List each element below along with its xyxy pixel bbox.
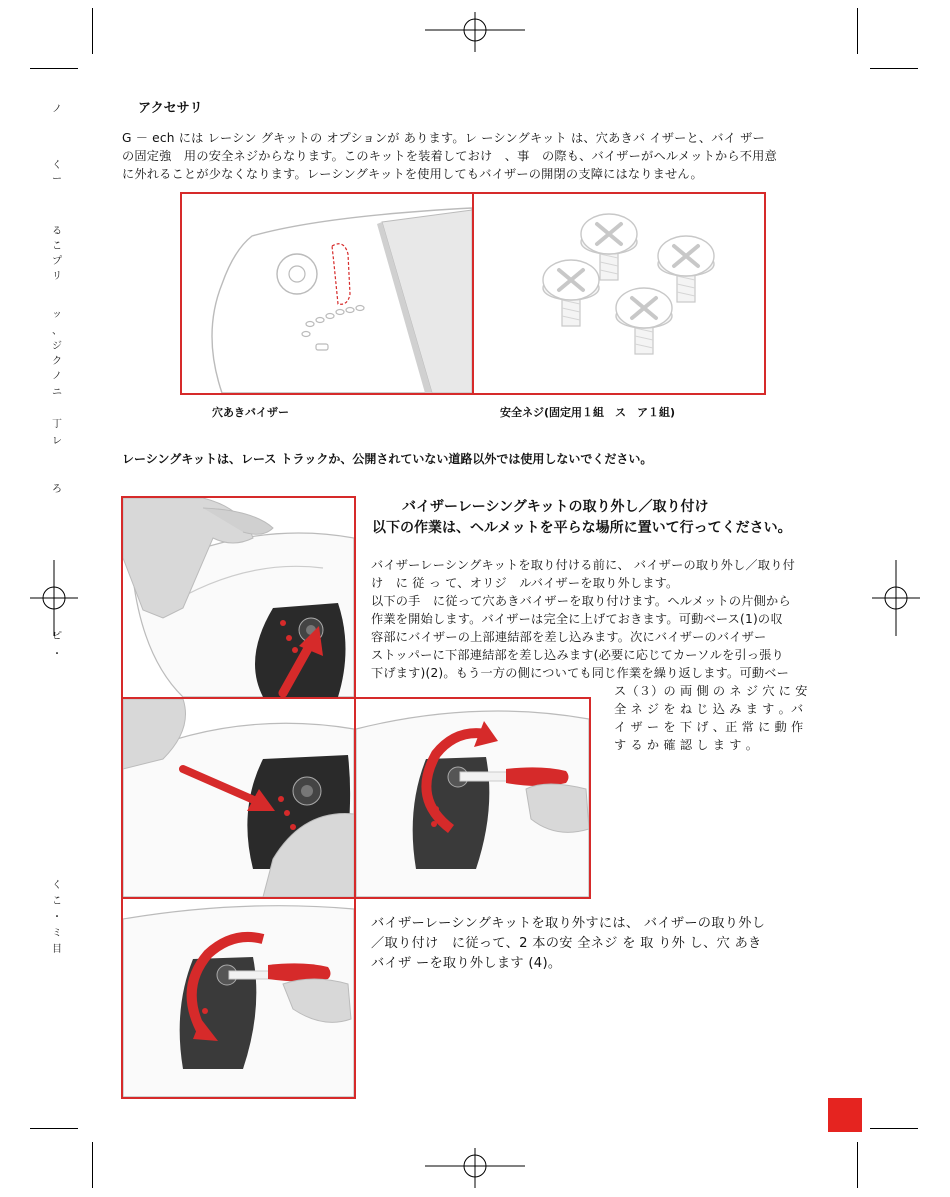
install-line: 容部にバイザーの上部連結部を差し込みます。次にバイザーのバイザー <box>371 630 767 644</box>
install-line: 以下の手 に従って穴あきバイザーを取り付けます。ヘルメットの片側から <box>371 594 791 608</box>
margin-glyph: レ <box>52 436 62 447</box>
removal-line: バイザーレーシングキットを取り外すには、 バイザーの取り外し <box>371 916 766 931</box>
install-line: け に 従 っ て、オリジ ルバイザーを取り外します。 <box>371 576 679 590</box>
install-line: ストッパーに下部連結部を差し込みます(必要に応じてカーソルを引っ張り <box>371 648 784 662</box>
margin-glyph: 、 <box>52 326 62 337</box>
margin-glyph: ニ <box>52 387 62 398</box>
install-paragraph-continued <box>614 682 829 754</box>
margin-glyph: ジ <box>52 341 62 352</box>
install-heading: バイザーレーシングキットの取り外し／取り付け <box>402 499 709 515</box>
intro-line: に外れることが少なくなります。レーシングキットを使用してもバイザーの開閉の支障にはなりません。 <box>122 167 703 181</box>
visor-figure <box>180 192 474 395</box>
margin-glyph: く <box>52 160 62 171</box>
registration-mark-bottom <box>425 1148 525 1188</box>
margin-glyph: 目 <box>52 944 62 955</box>
perforated-visor-illustration <box>182 194 472 393</box>
margin-glyph: く <box>52 880 62 891</box>
margin-glyph: プ <box>52 256 62 267</box>
install-line: 作業を開始します。バイザーは完全に上げておきます。可動ベース(1)の収 <box>371 612 783 626</box>
warning-text: レーシングキットは、レース トラックか、公開されていない道路以外では使用しないでください。 <box>122 452 653 466</box>
safety-screws-illustration <box>474 194 764 393</box>
install-paragraph <box>371 556 831 682</box>
step1-illustration <box>123 498 354 697</box>
margin-glyph: こ <box>52 896 62 907</box>
install-line: ス（３）の 両 側 の ネ ジ 穴 に 安 <box>614 684 808 698</box>
margin-glyph: ・ <box>52 649 62 660</box>
install-line: 下げます)(2)。もう一方の側についても同じ作業を繰り返します。可動ベー <box>371 666 789 680</box>
margin-glyph: ー <box>52 174 62 185</box>
removal-line: ／取り付け に従って、2 本の安 全ネジ を 取 り外 し、穴 あき <box>371 936 762 951</box>
margin-glyph: ノ <box>52 371 62 382</box>
crop-mark <box>92 1142 93 1188</box>
crop-mark <box>870 1128 918 1129</box>
margin-glyph: ク <box>52 356 62 367</box>
registration-mark-right <box>872 560 920 636</box>
removal-paragraph <box>371 914 831 974</box>
visor-caption: 穴あきバイザー <box>212 406 289 419</box>
crop-mark <box>857 1142 858 1188</box>
step3-figure <box>354 697 591 899</box>
intro-line: の固定強 用の安全ネジからなります。このキットを装着しておけ 、事 の際も、バイザーがヘルメットから不用意 <box>122 149 777 163</box>
margin-glyphs <box>52 100 66 960</box>
step4-figure <box>121 897 356 1099</box>
margin-glyph: こ <box>52 241 62 252</box>
margin-glyph: ピ <box>52 631 62 642</box>
margin-glyph: ・ <box>52 912 62 923</box>
step1-figure <box>121 496 356 699</box>
install-line: イ ザ ー を 下 げ 、正 常 に 動 作 <box>614 720 804 734</box>
crop-mark <box>30 68 78 69</box>
intro-paragraph <box>122 129 832 183</box>
install-subheading: 以下の作業は、ヘルメットを平らな場所に置いて行ってください。 <box>372 520 792 536</box>
margin-glyph: リ <box>52 271 62 282</box>
install-line: バイザーレーシングキットを取り付ける前に、 バイザーの取り外し／取り付 <box>371 558 795 572</box>
crop-mark <box>92 8 93 54</box>
screws-caption: 安全ネジ(固定用１組 ス ア１組) <box>500 406 676 419</box>
step2-illustration <box>123 699 354 897</box>
section-title: アクセサリ <box>138 101 203 116</box>
intro-line: G － ech には レーシン グキットの オプションが あります。レ ーシングキット は、穴あきバ イザーと、バイ ザー <box>122 131 765 145</box>
page-tab-marker <box>828 1098 862 1132</box>
removal-line: バイザ ーを取り外します (4)。 <box>371 956 562 971</box>
step3-illustration <box>356 699 589 897</box>
install-line: す る か 確 認 し ま す 。 <box>614 738 759 752</box>
crop-mark <box>870 68 918 69</box>
margin-glyph: る <box>52 226 62 237</box>
step2-figure <box>121 697 356 899</box>
margin-glyph: ミ <box>52 928 62 939</box>
step4-illustration <box>123 899 354 1097</box>
crop-mark <box>30 1128 78 1129</box>
install-line: 全 ネ ジ を ね じ 込 み ま す 。バ <box>614 702 804 716</box>
margin-glyph: ろ <box>52 484 62 495</box>
margin-glyph: 丁 <box>52 419 62 430</box>
registration-mark-top <box>425 12 525 52</box>
margin-glyph: ッ <box>52 309 62 320</box>
screws-figure <box>472 192 766 395</box>
margin-glyph: ノ <box>52 104 62 115</box>
crop-mark <box>857 8 858 54</box>
